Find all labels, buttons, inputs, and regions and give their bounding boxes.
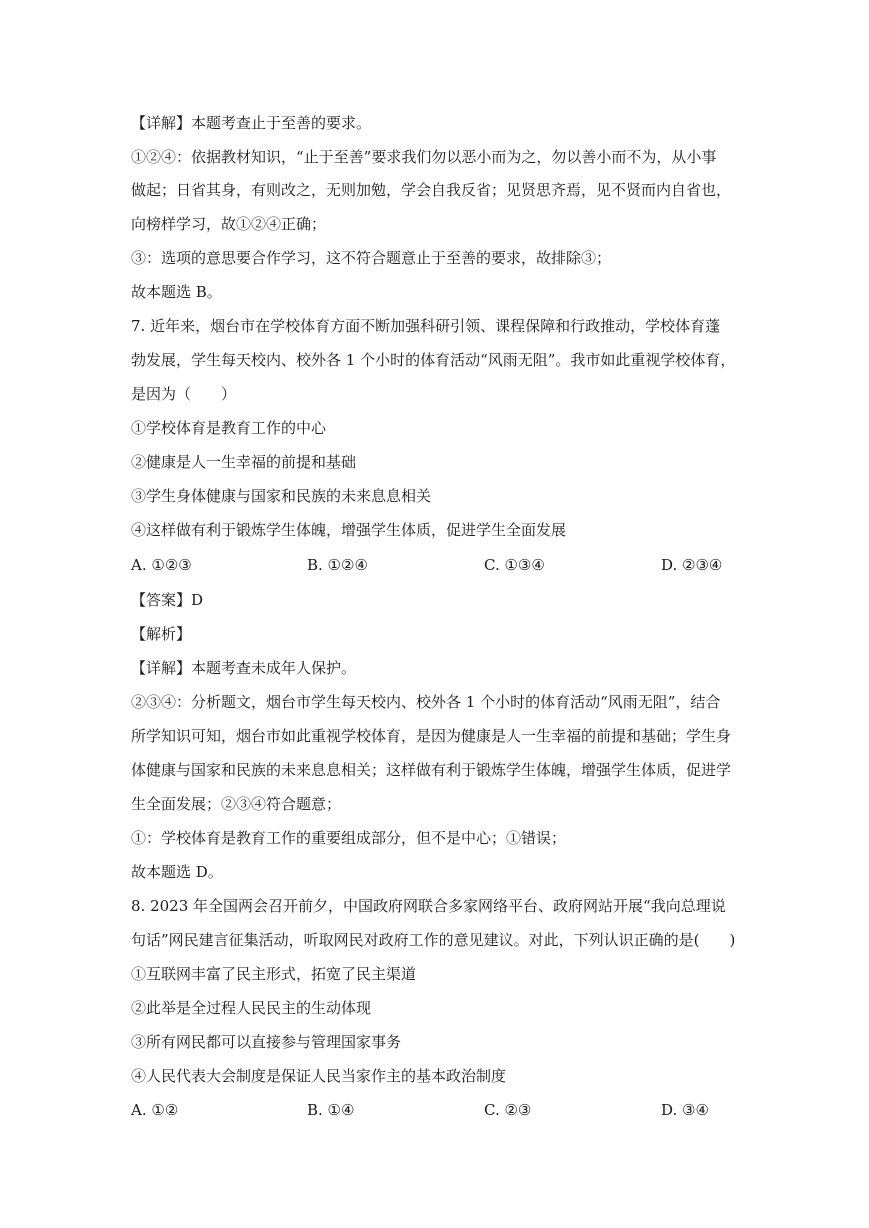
- q6-conclusion: 故本题选 B。: [131, 283, 222, 301]
- q7-statement-4: ④这样做有利于锻炼学生体魄，增强学生体质，促进学生全面发展: [131, 521, 567, 539]
- q7-explanation-line-5: 生全面发展；②③④符合题意；: [131, 795, 342, 813]
- q7-explanation-line-2: ②③④：分析题文，烟台市学生每天校内、校外各 1 个小时的体育活动“风雨无阻”，结合: [131, 693, 721, 711]
- q7-statement-1: ①学校体育是教育工作的中心: [131, 419, 327, 437]
- q7-option-a: A. ①②③: [131, 556, 192, 574]
- q7-stem-line-1: 7. 近年来，烟台市在学校体育方面不断加强科研引领、课程保障和行政推动，学校体育蓬: [131, 317, 721, 335]
- q7-options: [131, 555, 737, 575]
- q8-statement-4: ④人民代表大会制度是保证人民当家作主的基本政治制度: [131, 1067, 507, 1085]
- q7-stem-line-3: 是因为（ ）: [131, 385, 237, 403]
- q6-explanation-line-4: 向榜样学习，故①②④正确；: [131, 215, 327, 233]
- q7-conclusion: 故本题选 D。: [131, 863, 223, 881]
- q7-stem-line-2: 勃发展，学生每天校内、校外各 1 个小时的体育活动“风雨无阻”。我市如此重视学校体育，: [131, 351, 736, 369]
- q7-option-d: D. ②③④: [661, 556, 723, 574]
- q7-statement-3: ③学生身体健康与国家和民族的未来息息相关: [131, 487, 432, 505]
- q6-explanation-line-3: 做起；日省其身，有则改之，无则加勉，学会自我反省；见贤思齐焉，见不贤而内自省也，: [131, 181, 732, 199]
- q8-statement-3: ③所有网民都可以直接参与管理国家事务: [131, 1033, 402, 1051]
- q7-statement-2: ②健康是人一生幸福的前提和基础: [131, 453, 357, 471]
- q7-analysis-label: 【解析】: [131, 625, 192, 643]
- q7-option-b: B. ①②④: [307, 556, 368, 574]
- q8-stem-line-1: 8. 2023 年全国两会召开前夕，中国政府网联合多家网络平台、政府网站开展“我向总理说: [131, 897, 726, 915]
- q6-explanation-line-5: ③：选项的意思要合作学习，这不符合题意止于至善的要求，故排除③；: [131, 249, 612, 267]
- q8-option-b: B. ①④: [307, 1101, 355, 1119]
- q6-explanation-line-2: ①②④：依据教材知识，“止于至善”要求我们勿以恶小而为之，勿以善小而不为，从小事: [131, 148, 717, 166]
- q7-explanation-line-6: ①：学校体育是教育工作的重要组成部分，但不是中心；①错误；: [131, 829, 567, 847]
- q7-explanation-line-1: 【详解】本题考查未成年人保护。: [131, 659, 357, 677]
- q8-statement-2: ②此举是全过程人民民主的生动体现: [131, 999, 372, 1017]
- q7-explanation-line-3: 所学知识可知，烟台市如此重视学校体育，是因为健康是人一生幸福的前提和基础；学生身: [131, 727, 732, 745]
- q7-option-c: C. ①③④: [484, 556, 545, 574]
- q8-stem-line-2: 句话”网民建言征集活动，听取网民对政府工作的意见建议。对此，下列认识正确的是( ): [131, 931, 736, 949]
- q7-explanation-line-4: 体健康与国家和民族的未来息息相关；这样做有利于锻炼学生体魄，增强学生体质，促进学: [131, 761, 732, 779]
- q7-answer: 【答案】D: [131, 591, 204, 609]
- q8-options: [131, 1100, 737, 1120]
- q6-explanation-line-1: 【详解】本题考查止于至善的要求。: [131, 114, 372, 132]
- q8-option-a: A. ①②: [131, 1101, 179, 1119]
- q8-option-c: C. ②③: [484, 1101, 532, 1119]
- q8-option-d: D. ③④: [661, 1101, 709, 1119]
- q8-statement-1: ①互联网丰富了民主形式，拓宽了民主渠道: [131, 965, 417, 983]
